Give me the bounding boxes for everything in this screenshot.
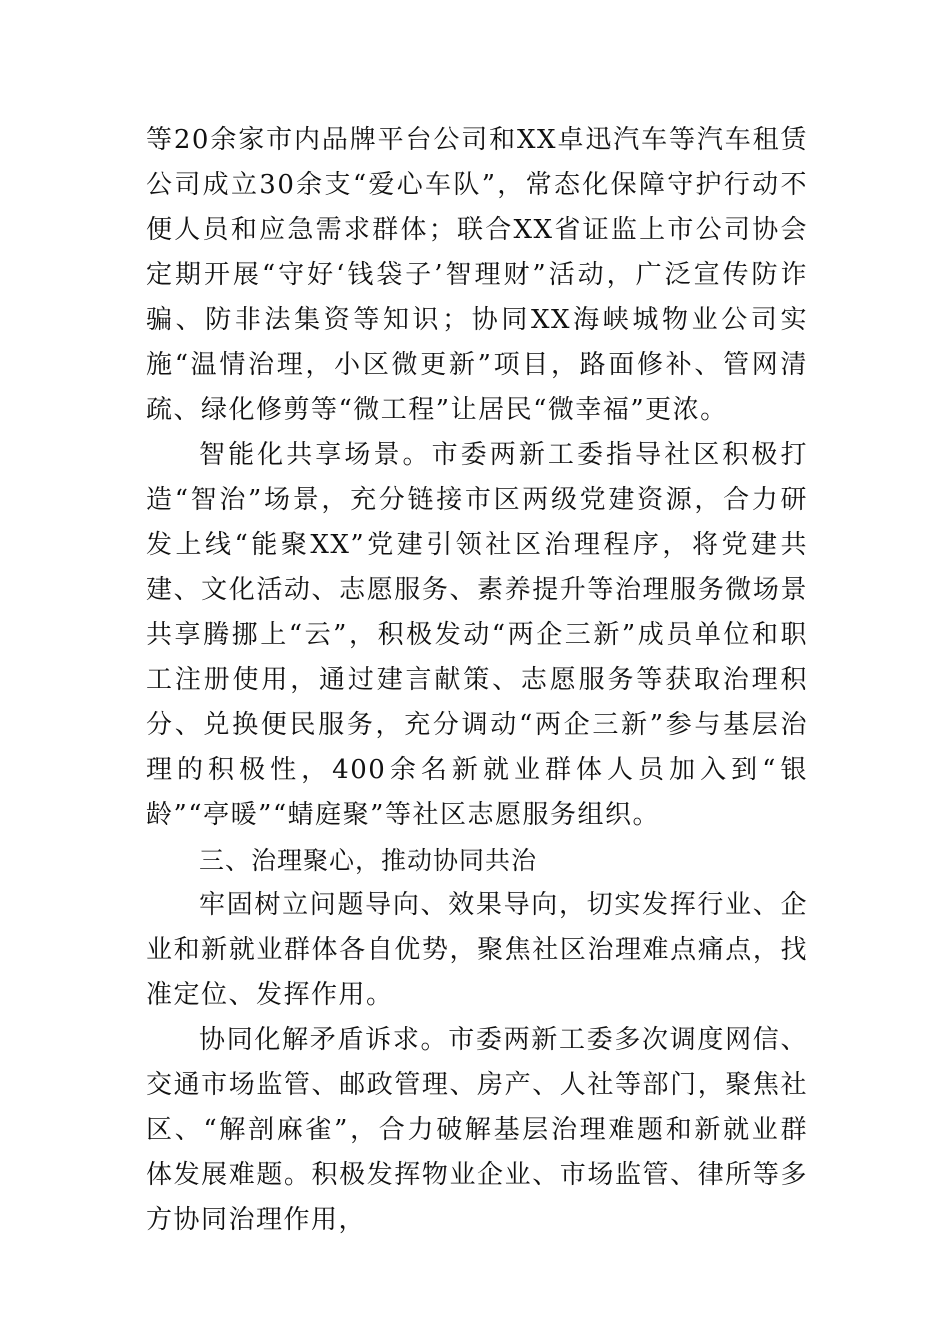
paragraph-conflict-resolution: 协同化解矛盾诉求。市委两新工委多次调度网信、交通市场监管、邮政管理、房产、人社等部门，聚焦社区、“解剖麻雀”，合力破解基层治理难题和新就业群体发展难题。积极发挥物业企业、市场监管、律所等多方协同治理作用， [146, 1025, 808, 1235]
section-heading-three: 三、治理聚心，推动协同共治 [199, 846, 538, 875]
document-body [146, 118, 808, 1243]
paragraph-section-intro: 牢固树立问题导向、效果导向，切实发挥行业、企业和新就业群体各自优势，聚焦社区治理难点痛点，找准定位、发挥作用。 [146, 890, 808, 1010]
paragraph-smart-sharing-scene: 智能化共享场景。市委两新工委指导社区积极打造“智治”场景，充分链接市区两级党建资源，合力研发上线“能聚XX”党建引领社区治理程序，将党建共建、文化活动、志愿服务、素养提升等治理服务微场景共享腾挪上“云”，积极发动“两企三新”成员单位和职工注册使用，通过建言献策、志愿服务等获取治理积分、兑换便民服务，充分调动“两企三新”参与基层治理的积极性，400余名新就业群体人员加入到“银龄”“亭暖”“蜻庭聚”等社区志愿服务组织。 [146, 440, 808, 830]
paragraph-continuation: 等20余家市内品牌平台公司和XX卓迅汽车等汽车租赁公司成立30余支“爱心车队”，常态化保障守护行动不便人员和应急需求群体；联合XX省证监上市公司协会定期开展“守好‘钱袋子’智理财”活动，广泛宣传防诈骗、防非法集资等知识；协同XX海峡城物业公司实施“温情治理，小区微更新”项目，路面修补、管网清疏、绿化修剪等“微工程”让居民“微幸福”更浓。 [146, 125, 808, 425]
